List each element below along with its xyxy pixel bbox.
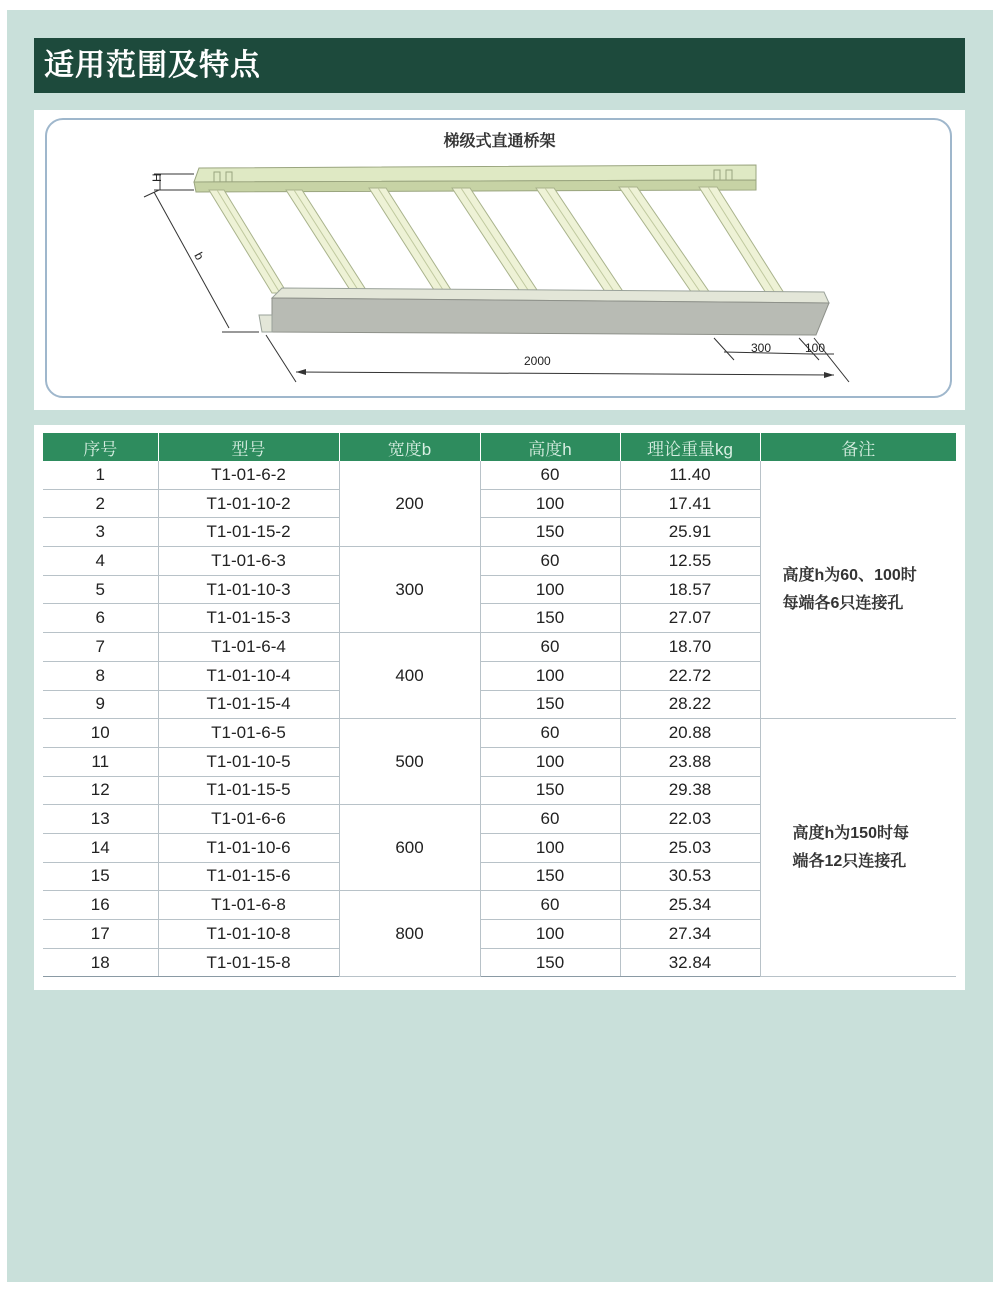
cell-weight: 25.91 — [620, 518, 760, 547]
note-line: 高度h为60、100时 — [782, 566, 917, 584]
cell-height: 100 — [480, 747, 620, 776]
dim-label-length: 2000 — [524, 354, 551, 368]
cell-model: T1-01-15-3 — [158, 604, 339, 633]
cell-no: 17 — [43, 920, 158, 949]
cell-model: T1-01-10-6 — [158, 833, 339, 862]
cell-weight: 27.07 — [620, 604, 760, 633]
cell-model: T1-01-15-4 — [158, 690, 339, 719]
table-row — [43, 461, 956, 489]
cell-weight: 11.40 — [620, 461, 760, 489]
cell-model: T1-01-6-4 — [158, 633, 339, 662]
cell-model: T1-01-6-5 — [158, 719, 339, 748]
cell-weight: 23.88 — [620, 747, 760, 776]
cell-model: T1-01-15-6 — [158, 862, 339, 891]
cell-weight: 22.03 — [620, 805, 760, 834]
note-line: 每端各6只连接孔 — [782, 594, 904, 612]
cell-no: 2 — [43, 489, 158, 518]
cell-model: T1-01-10-2 — [158, 489, 339, 518]
cell-weight: 30.53 — [620, 862, 760, 891]
cell-model: T1-01-15-8 — [158, 948, 339, 977]
cell-height: 150 — [480, 518, 620, 547]
cell-weight: 32.84 — [620, 948, 760, 977]
cell-no: 12 — [43, 776, 158, 805]
section-header — [34, 38, 965, 93]
cell-height: 150 — [480, 776, 620, 805]
cell-no: 13 — [43, 805, 158, 834]
cell-no: 3 — [43, 518, 158, 547]
cell-no: 4 — [43, 547, 158, 576]
cell-weight: 17.41 — [620, 489, 760, 518]
cell-weight: 29.38 — [620, 776, 760, 805]
cell-no: 14 — [43, 833, 158, 862]
cable-ladder-drawing — [34, 110, 965, 410]
cell-no: 15 — [43, 862, 158, 891]
cell-model: T1-01-6-2 — [158, 461, 339, 489]
cell-model: T1-01-15-5 — [158, 776, 339, 805]
cell-width: 200 — [339, 461, 480, 547]
table-row — [43, 719, 956, 748]
spec-table — [43, 433, 956, 977]
cell-no: 18 — [43, 948, 158, 977]
dim-label-h: H — [150, 173, 164, 182]
cell-model: T1-01-6-3 — [158, 547, 339, 576]
col-header-width: 宽度b — [339, 433, 480, 461]
cell-no: 1 — [43, 461, 158, 489]
cell-no: 5 — [43, 575, 158, 604]
cell-model: T1-01-6-8 — [158, 891, 339, 920]
dim-label-300: 300 — [751, 341, 772, 355]
col-header-model: 型号 — [158, 433, 339, 461]
cell-no: 7 — [43, 633, 158, 662]
cell-height: 100 — [480, 489, 620, 518]
dim-label-b: b — [191, 249, 207, 263]
cell-weight: 27.34 — [620, 920, 760, 949]
cell-height: 150 — [480, 690, 620, 719]
cell-weight: 18.57 — [620, 575, 760, 604]
cell-height: 100 — [480, 920, 620, 949]
cell-no: 10 — [43, 719, 158, 748]
cell-model: T1-01-15-2 — [158, 518, 339, 547]
cell-model: T1-01-10-8 — [158, 920, 339, 949]
spec-table-panel — [34, 425, 965, 990]
col-header-notes: 备注 — [760, 433, 956, 461]
col-header-height: 高度h — [480, 433, 620, 461]
cell-weight: 25.03 — [620, 833, 760, 862]
cell-width: 400 — [339, 633, 480, 719]
cell-width: 500 — [339, 719, 480, 805]
cell-height: 100 — [480, 575, 620, 604]
cell-height: 150 — [480, 862, 620, 891]
table-header-row — [43, 433, 956, 461]
table-body — [43, 461, 956, 977]
cell-weight: 20.88 — [620, 719, 760, 748]
cell-width: 600 — [339, 805, 480, 891]
cell-no: 9 — [43, 690, 158, 719]
cell-width: 800 — [339, 891, 480, 977]
cell-height: 100 — [480, 833, 620, 862]
cell-height: 60 — [480, 461, 620, 489]
diagram-panel — [34, 110, 965, 410]
dim-label-100: 100 — [805, 341, 826, 355]
cell-height: 60 — [480, 891, 620, 920]
cell-height: 150 — [480, 948, 620, 977]
cell-no: 11 — [43, 747, 158, 776]
note-line: 高度h为150时每 — [792, 824, 909, 842]
note-line: 端各12只连接孔 — [792, 852, 907, 870]
cell-no: 6 — [43, 604, 158, 633]
cell-height: 60 — [480, 547, 620, 576]
cell-height: 60 — [480, 719, 620, 748]
col-header-weight: 理论重量kg — [620, 433, 760, 461]
cell-no: 8 — [43, 661, 158, 690]
cell-model: T1-01-10-5 — [158, 747, 339, 776]
cell-width: 300 — [339, 547, 480, 633]
cell-model: T1-01-10-3 — [158, 575, 339, 604]
col-header-no: 序号 — [43, 433, 158, 461]
diagram-title: 梯级式直通桥架 — [443, 131, 556, 150]
cell-weight: 22.72 — [620, 661, 760, 690]
cell-weight: 12.55 — [620, 547, 760, 576]
cell-model: T1-01-10-4 — [158, 661, 339, 690]
cell-height: 60 — [480, 633, 620, 662]
cell-height: 150 — [480, 604, 620, 633]
cell-no: 16 — [43, 891, 158, 920]
cell-weight: 25.34 — [620, 891, 760, 920]
section-title: 适用范围及特点 — [44, 48, 261, 83]
cell-note — [760, 719, 956, 977]
cell-height: 60 — [480, 805, 620, 834]
cell-weight: 28.22 — [620, 690, 760, 719]
cell-note — [760, 461, 956, 719]
cell-weight: 18.70 — [620, 633, 760, 662]
cell-model: T1-01-6-6 — [158, 805, 339, 834]
cell-height: 100 — [480, 661, 620, 690]
